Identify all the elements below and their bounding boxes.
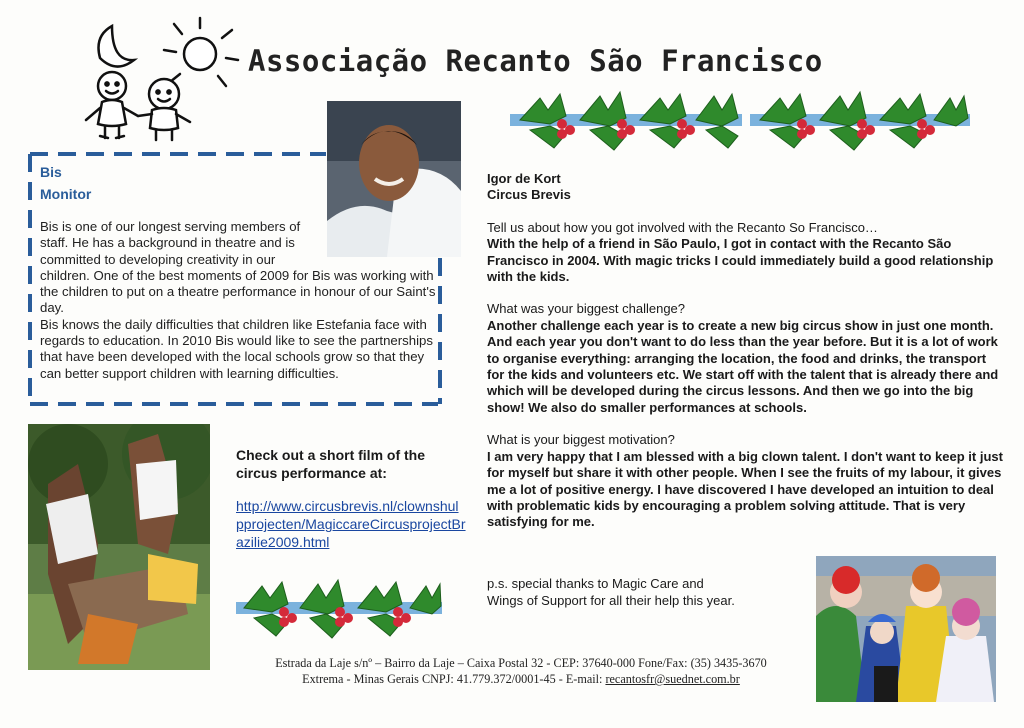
bis-paragraph-1b: children. One of the best moments of 2009 for Bis was working with the children to put on a theatre performance in honour of our Saint's day.: [40, 267, 436, 316]
igor-question-1: Tell us about how you got involved with the Recanto So Francisco…: [487, 219, 878, 235]
bis-paragraph-1: Bis is one of our longest serving members of staff. He has a background in theatre and is committed to developing creativity in our: [40, 219, 301, 267]
logo-drawing: [72, 14, 242, 144]
footer-line-2-prefix: Extrema - Minas Gerais CNPJ: 41.779.372/0001-45 - E-mail:: [302, 672, 606, 686]
igor-question-3: What is your biggest motivation?: [487, 432, 675, 448]
bis-name: Bis: [40, 164, 62, 180]
bis-photo: [327, 101, 461, 257]
igor-answer-2: Another challenge each year is to create a new big circus show in just one month. And each year you don't want to do less than the year before. But it is a lot of work to organise everything: arranging the location, the food and drinks, the transport for the kids and volunteers etc. We start off with the talent that is already there and which will be developed during the circus lessons. And then we go into the big show! We also do smaller performances at schools.: [487, 317, 999, 415]
footer-line-1: Estrada da Laje s/nº – Bairro da Laje – Caixa Postal 32 - CEP: 37640-000 Fone/Fax: (35) 3435-3670: [275, 656, 767, 670]
igor-answer-3: I am very happy that I am blessed with a big clown talent. I don't want to keep it just for myself but share it with other people. When I see the fruits of my labour, it gives me a lot of positive energy. I have discovered I have developed an intuition to deal with problematic kids by encouraging a problem solving attitude. That is very satisfying for me.: [487, 448, 1003, 530]
bis-role: Monitor: [40, 186, 92, 202]
holly-decoration-2: [750, 80, 970, 158]
igor-org: Circus Brevis: [487, 187, 571, 203]
footer-line-2: [236, 671, 806, 687]
igor-question-2: What was your biggest challenge?: [487, 301, 686, 317]
footer-address: [236, 655, 806, 687]
bis-paragraph-2: Bis knows the daily difficulties that children like Estefania face with regards to education. In 2010 Bis would like to see the partnerships that have been developed with the local schools grow so that they can better support children with learning difficulties.: [40, 316, 433, 381]
film-heading: Check out a short film of the circus performance at:: [236, 447, 426, 481]
page-title: Associação Recanto São Francisco: [248, 44, 823, 78]
film-link[interactable]: http://www.circusbrevis.nl/clownshulpprojecten/MagiccareCircusprojectBrazilie2009.html: [236, 498, 466, 550]
holly-decoration-1: [510, 80, 742, 158]
footer-email-link[interactable]: recantosfr@suednet.com.br: [605, 672, 740, 686]
holly-decoration-3: [236, 572, 442, 644]
ps-line-2: Wings of Support for all their help this year.: [487, 593, 735, 608]
acrobatics-photo: [28, 424, 210, 670]
igor-interview: [487, 171, 1007, 531]
clowns-photo: [816, 556, 996, 702]
igor-name: Igor de Kort: [487, 171, 561, 186]
ps-thanks: [487, 575, 787, 609]
igor-answer-1: With the help of a friend in São Paulo, I got in contact with the Recanto São Francisco in 2004. With magic tricks I could immediately build a good relationship with the kids.: [487, 236, 994, 285]
ps-line-1: p.s. special thanks to Magic Care and: [487, 576, 704, 591]
